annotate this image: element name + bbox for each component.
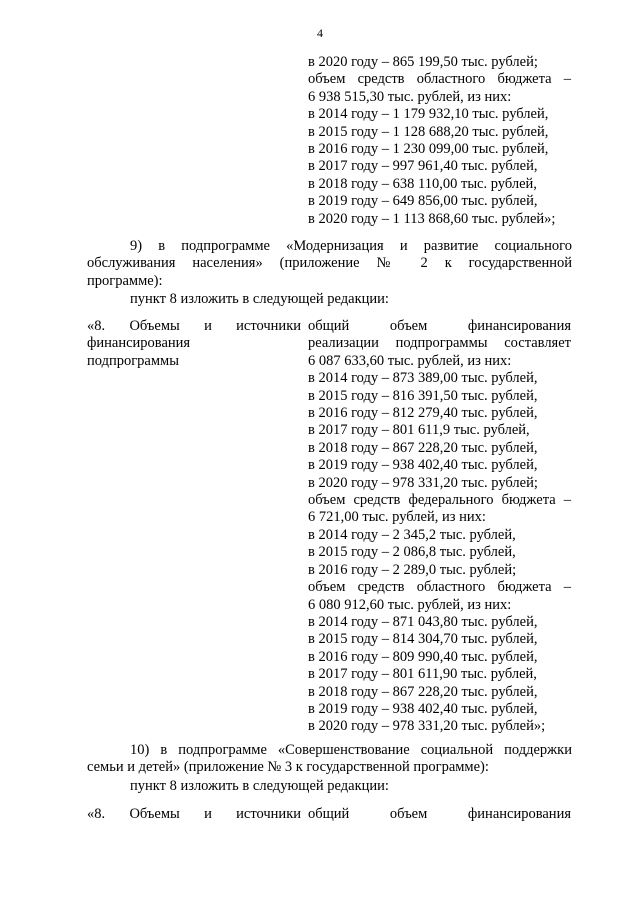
budget-line: в 2019 году – 649 856,00 тыс. рублей, [308, 193, 538, 210]
table-1-right-line: в 2014 году – 873 389,00 тыс. рублей, [308, 370, 538, 387]
budget-line: в 2020 году – 865 199,50 тыс. рублей; [308, 54, 538, 70]
table-1-right-line: объем средств федерального бюджета – [308, 492, 571, 509]
table-1-left-line: финансирования [87, 335, 191, 352]
table-1-right-line: в 2020 году – 978 331,20 тыс. рублей»; [308, 718, 546, 735]
budget-line: в 2020 году – 1 113 868,60 тыс. рублей»; [308, 210, 556, 227]
table-1-right-line: в 2019 году – 938 402,40 тыс. рублей, [308, 700, 538, 717]
page-number: 4 [317, 26, 323, 40]
table-1-right-line: в 2014 году – 871 043,80 тыс. рублей, [308, 613, 538, 630]
table-1-right-line: в 2016 году – 812 279,40 тыс. рублей, [308, 405, 538, 422]
top-budget-block [308, 54, 571, 228]
table-1-right-line: 6 080 912,60 тыс. рублей, из них: [308, 596, 512, 613]
table-1-left-line: подпрограммы [87, 352, 179, 369]
item-9-line: пункт 8 изложить в следующей редакции: [130, 291, 389, 308]
item-9-line: обслуживания населения» (приложение № 2 к государственной [87, 255, 572, 272]
item-10-paragraph [87, 742, 572, 795]
table-1-right-line: в 2016 году – 2 289,0 тыс. рублей; [308, 561, 517, 578]
table-1-right-line: в 2015 году – 816 391,50 тыс. рублей, [308, 387, 538, 404]
table-1-right-line: в 2017 году – 801 611,9 тыс. рублей, [308, 422, 530, 439]
table-1-right-line: в 2015 году – 2 086,8 тыс. рублей, [308, 544, 516, 561]
table-1-right-line: в 2014 году – 2 345,2 тыс. рублей, [308, 526, 516, 543]
table-1-right-line: в 2020 году – 978 331,20 тыс. рублей; [308, 474, 538, 491]
table-1-right-line: в 2016 году – 809 990,40 тыс. рублей, [308, 648, 538, 665]
table-1-right-line: в 2015 году – 814 304,70 тыс. рублей, [308, 631, 538, 648]
budget-line: объем средств областного бюджета – [308, 71, 571, 88]
table-1-left-cell [87, 318, 301, 370]
budget-line: 6 938 515,30 тыс. рублей, из них: [308, 88, 512, 105]
item-9-line: 9) в подпрограмме «Модернизация и развитие социального [130, 238, 572, 254]
table-1-right-line: реализации подпрограммы составляет [308, 335, 571, 352]
table-1-right-line: общий объем финансирования [308, 318, 571, 334]
table-1-right-line: в 2019 году – 938 402,40 тыс. рублей, [308, 457, 538, 474]
table-1-right-line: в 2018 году – 867 228,20 тыс. рублей, [308, 439, 538, 456]
budget-line: в 2017 году – 997 961,40 тыс. рублей, [308, 158, 538, 175]
table-1-right-line: 6 721,00 тыс. рублей, из них: [308, 509, 486, 526]
table-2-right-cell [308, 806, 571, 823]
table-1-right-cell [308, 318, 571, 736]
table-2-left-cell [87, 806, 301, 823]
budget-line: в 2016 году – 1 230 099,00 тыс. рублей, [308, 141, 549, 158]
budget-line: в 2014 году – 1 179 932,10 тыс. рублей, [308, 106, 549, 123]
item-9-paragraph [87, 238, 572, 309]
item-9-line: программе): [87, 272, 163, 289]
table-1-right-line: 6 087 633,60 тыс. рублей, из них: [308, 352, 512, 369]
item-10-line: семьи и детей» (приложение № 3 к государственной программе): [87, 759, 489, 776]
budget-line: в 2015 году – 1 128 688,20 тыс. рублей, [308, 123, 549, 140]
item-10-line: 10) в подпрограмме «Совершенствование социальной поддержки [130, 742, 572, 758]
table-1-right-line: объем средств областного бюджета – [308, 579, 571, 596]
table-1-right-line: в 2017 году – 801 611,90 тыс. рублей, [308, 666, 537, 683]
table-1-left-line: «8. Объемы и источники [87, 318, 301, 334]
budget-line: в 2018 году – 638 110,00 тыс. рублей, [308, 175, 537, 192]
table-1-right-line: в 2018 году – 867 228,20 тыс. рублей, [308, 683, 538, 700]
table-2-right-line: общий объем финансирования [308, 806, 571, 822]
item-10-line: пункт 8 изложить в следующей редакции: [130, 777, 389, 794]
table-2-left-line: «8. Объемы и источники [87, 806, 301, 822]
